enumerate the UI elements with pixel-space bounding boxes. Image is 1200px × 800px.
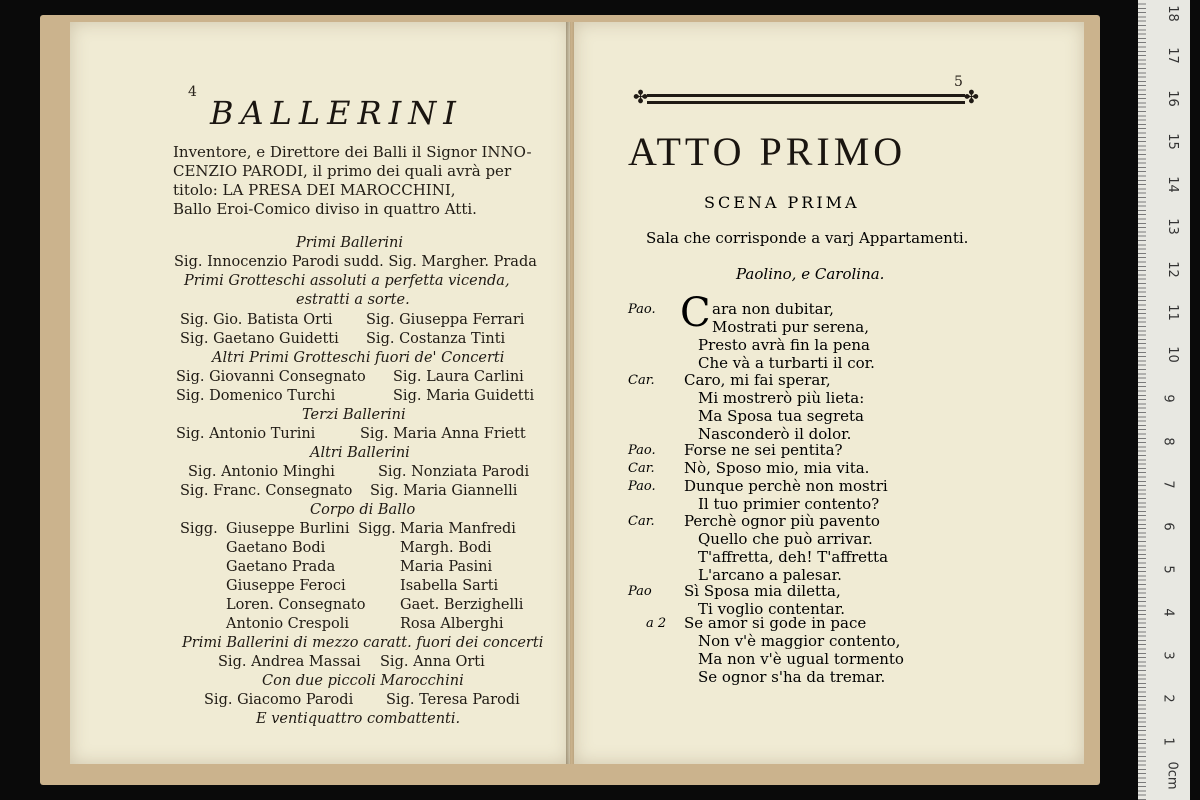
verse-line: Se ognor s'ha da tremar.: [698, 668, 886, 686]
section-heading: Primi Ballerini di mezzo caratt. fuori dei concerti: [182, 635, 544, 651]
cast-name: Giuseppe Feroci: [226, 578, 346, 594]
ruler-number: 4: [1160, 608, 1176, 617]
cast-name: Sig. Maria Anna Friett: [360, 426, 526, 442]
verse-line: Dunque perchè non mostri: [684, 477, 888, 495]
section-heading: Primi Ballerini: [296, 235, 404, 251]
cast-name: Giuseppe Burlini: [226, 521, 350, 537]
cast-line: Sig. Innocenzio Parodi sudd. Sig. Margher. Prada: [174, 254, 537, 270]
verse-line: Il tuo primier contento?: [698, 495, 880, 513]
ruler-number: 16: [1164, 90, 1180, 107]
intro-line: Inventore, e Direttore dei Balli il Signor INNO-: [173, 143, 532, 161]
act-title: ATTO PRIMO: [628, 129, 907, 174]
section-heading: estratti a sorte.: [296, 292, 410, 308]
ornament-rule: [633, 88, 979, 112]
ornament-line: [647, 94, 965, 97]
verse-line: L'arcano a palesar.: [698, 566, 842, 584]
ruler-number: 18: [1164, 5, 1180, 22]
ruler-number: 10: [1164, 346, 1180, 363]
verse-line: ara non dubitar,: [712, 300, 834, 318]
cast-name: Sig. Andrea Massai: [218, 654, 361, 670]
verse-line: Perchè ognor più pavento: [684, 512, 880, 530]
cast-name: Sig. Antonio Turini: [176, 426, 316, 442]
speaker-label: a 2: [646, 616, 667, 631]
ruler-number: 7: [1160, 480, 1176, 489]
cast-name: Sig. Antonio Minghi: [188, 464, 335, 480]
cast-name: Sig. Maria Giannelli: [370, 483, 518, 499]
fleuron-icon: ✤: [963, 87, 979, 108]
ruler-number: 5: [1160, 565, 1176, 574]
verse-line: Ma non v'è ugual tormento: [698, 650, 904, 668]
cast-name: Maria Pasini: [400, 559, 493, 575]
ruler-number: 15: [1164, 133, 1180, 150]
ruler-number: 8: [1160, 437, 1176, 446]
ornament-line: [647, 101, 965, 104]
fleuron-icon: ✤: [633, 87, 649, 108]
cast-name: Rosa Alberghi: [400, 616, 504, 632]
cast-name: Gaetano Bodi: [226, 540, 326, 556]
scene-characters: Paolino, e Carolina.: [736, 265, 885, 283]
cast-name: Sig. Domenico Turchi: [176, 388, 336, 404]
page-title: BALLERINI: [210, 94, 463, 132]
ruler-number: 1: [1160, 737, 1176, 746]
section-heading: Altri Ballerini: [310, 445, 410, 461]
verse-line: Se amor si gode in pace: [684, 614, 867, 632]
cast-name: Gaet. Berzighelli: [400, 597, 524, 613]
speaker-label: Pao.: [628, 479, 656, 494]
cast-name: Maria Manfredi: [400, 521, 516, 537]
cast-name: Sig. Nonziata Parodi: [378, 464, 530, 480]
cast-name: Sig. Anna Orti: [380, 654, 485, 670]
cast-label: Sigg.: [358, 521, 396, 537]
left-page: [70, 22, 570, 764]
cast-name: Sig. Maria Guidetti: [393, 388, 535, 404]
cast-name: Sig. Gaetano Guidetti: [180, 331, 339, 347]
ruler-number: 6: [1160, 522, 1176, 531]
ruler-number: 12: [1164, 261, 1180, 278]
section-heading: Corpo di Ballo: [310, 502, 416, 518]
speaker-label: Pao.: [628, 443, 656, 458]
speaker-label: Pao: [628, 584, 652, 599]
section-heading: Con due piccoli Marocchini: [262, 673, 464, 689]
verse-line: Presto avrà fin la pena: [698, 336, 870, 354]
cast-name: Gaetano Prada: [226, 559, 336, 575]
cast-name: Sig. Costanza Tinti: [366, 331, 506, 347]
ruler-number: 17: [1164, 47, 1180, 64]
cast-name: Isabella Sarti: [400, 578, 499, 594]
verse-line: Nasconderò il dolor.: [698, 425, 852, 443]
cast-name: Sig. Gio. Batista Orti: [180, 312, 333, 328]
ruler-number: 11: [1164, 304, 1180, 321]
cast-label: Sigg.: [180, 521, 218, 537]
intro-line: Ballo Eroi-Comico diviso in quattro Atti.: [173, 200, 477, 218]
intro-line: CENZIO PARODI, il primo dei quali avrà per: [173, 162, 512, 180]
scene-title: SCENA PRIMA: [704, 193, 860, 212]
scene-setting: Sala che corrisponde a varj Appartamenti.: [646, 229, 969, 247]
verse-line: Forse ne sei pentita?: [684, 441, 843, 459]
closing-line: E ventiquattro combattenti.: [256, 711, 461, 727]
speaker-label: Car.: [628, 514, 655, 529]
section-heading: Altri Primi Grotteschi fuori de' Concerti: [212, 350, 505, 366]
verse-line: T'affretta, deh! T'affretta: [698, 548, 889, 566]
cast-name: Antonio Crespoli: [226, 616, 350, 632]
ruler-number: 14: [1164, 176, 1180, 193]
verse-line: Nò, Sposo mio, mia vita.: [684, 459, 870, 477]
cast-name: Margh. Bodi: [400, 540, 492, 556]
speaker-label: Car.: [628, 373, 655, 388]
ruler-number: 2: [1160, 694, 1176, 703]
cast-name: Sig. Giovanni Consegnato: [176, 369, 366, 385]
verse-line: Mi mostrerò più lieta:: [698, 389, 865, 407]
verse-line: Quello che può arrivar.: [698, 530, 873, 548]
cast-name: Sig. Teresa Parodi: [386, 692, 520, 708]
ruler-number: 9: [1160, 394, 1176, 403]
cast-name: Sig. Laura Carlini: [393, 369, 524, 385]
intro-line: titolo: LA PRESA DEI MAROCCHINI,: [173, 181, 456, 199]
page-number: 5: [954, 74, 963, 90]
speaker-label: Pao.: [628, 302, 656, 317]
ruler-number: 0cm: [1164, 761, 1180, 790]
verse-line: Ma Sposa tua segreta: [698, 407, 864, 425]
cast-name: Sig. Giuseppa Ferrari: [366, 312, 525, 328]
ruler-number: 13: [1164, 218, 1180, 235]
section-heading: Primi Grotteschi assoluti a perfetta vicenda,: [184, 273, 510, 289]
cast-name: Loren. Consegnato: [226, 597, 366, 613]
cast-name: Sig. Giacomo Parodi: [204, 692, 354, 708]
section-heading: Terzi Ballerini: [302, 407, 406, 423]
ruler-number: 3: [1160, 651, 1176, 660]
verse-line: Non v'è maggior contento,: [698, 632, 901, 650]
verse-line: Caro, mi fai sperar,: [684, 371, 831, 389]
verse-line: Sì Sposa mia diletta,: [684, 582, 841, 600]
verse-line: Che và a turbarti il cor.: [698, 354, 875, 372]
page-number: 4: [188, 84, 197, 100]
cast-name: Sig. Franc. Consegnato: [180, 483, 353, 499]
speaker-label: Car.: [628, 461, 655, 476]
verse-line: Mostrati pur serena,: [712, 318, 870, 336]
drop-cap: C: [680, 290, 711, 336]
verse-line: Ti voglio contentar.: [698, 600, 845, 618]
